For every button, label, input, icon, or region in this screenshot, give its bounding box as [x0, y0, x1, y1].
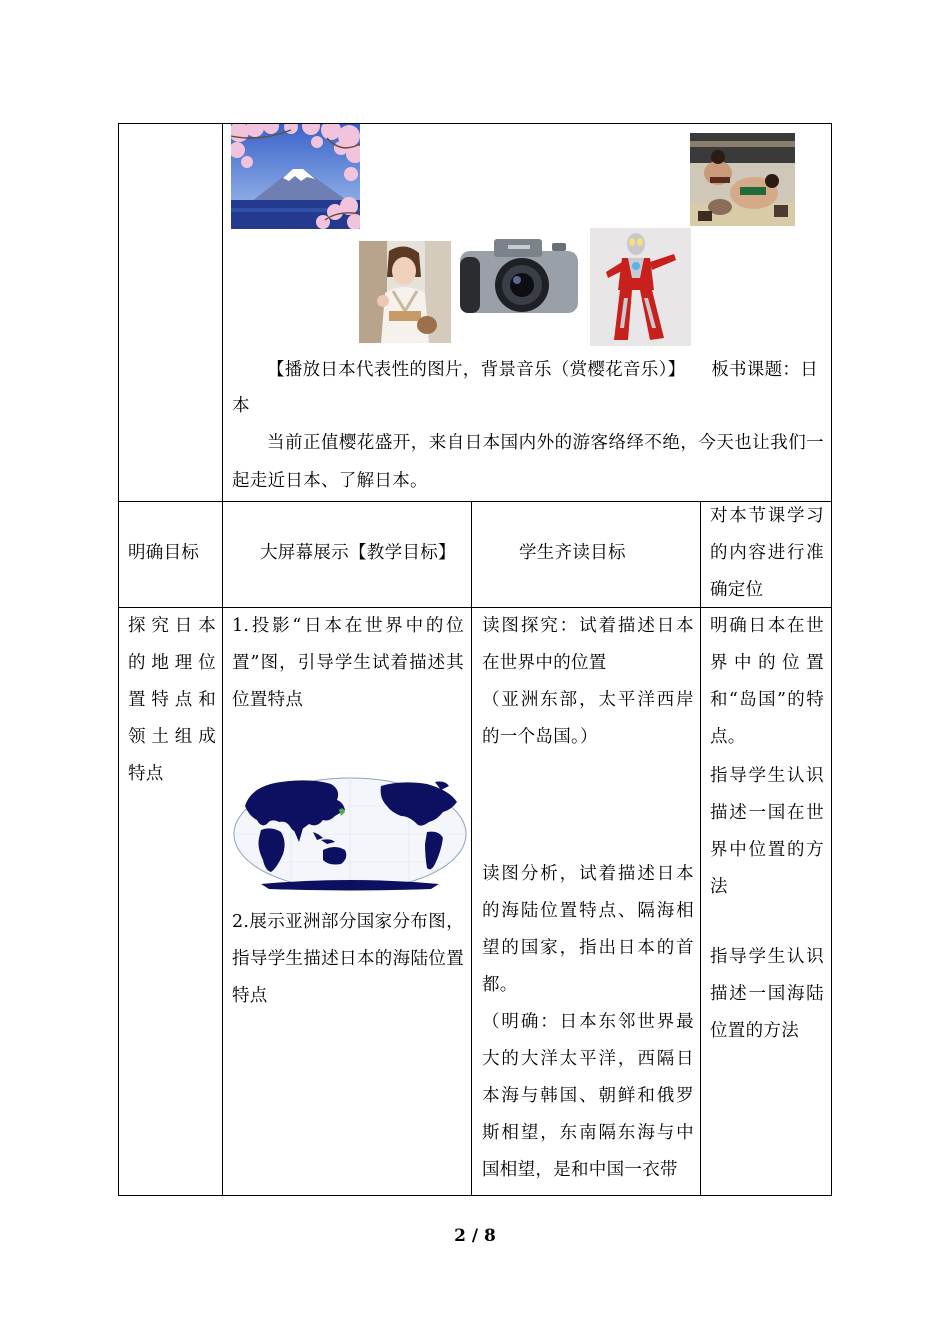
board-title-label: 板书课题：日	[711, 360, 819, 380]
kimono-woman-image	[359, 241, 451, 343]
explore-col2-step2: 2.展示亚洲部分国家分布图，指导学生描述日本的海陆位置特点	[232, 912, 464, 1006]
board-title-continued: 本	[232, 396, 250, 416]
explore-col3-task1: 读图探究：试着描述日本在世界中的位置	[482, 616, 694, 673]
explore-col3-answer1: （亚洲东部，太平洋西岸的一个岛国。）	[482, 690, 694, 747]
sumo-image	[690, 133, 795, 226]
ultraman-image	[590, 228, 691, 346]
mount-fuji-image	[231, 124, 360, 229]
world-map-image	[231, 776, 469, 893]
camera-image	[454, 233, 582, 321]
column-divider	[700, 501, 701, 1196]
intro-paragraph	[232, 352, 824, 424]
column-divider	[222, 123, 223, 1196]
explore-col3-task2: 读图分析，试着描述日本的海陆位置特点、隔海相望的国家，指出日本的首都。	[482, 864, 694, 995]
page-number: 2 / 8	[454, 1226, 496, 1246]
intro-body: 当前正值樱花盛开，来自日本国内外的游客络绎不绝，今天也让我们一起走近日本、了解日本。	[232, 433, 824, 491]
table-right-border	[831, 123, 832, 1196]
table-top-border	[118, 123, 832, 124]
goal-col2: 大屏幕展示【教学目标】	[260, 543, 456, 563]
explore-col3-answer2: （明确：日本东邻世界最大的大洋太平洋，西隔日本海与韩国、朝鲜和俄罗斯相望，东南隔东海与中国相望，是和中国一衣带	[482, 1012, 694, 1180]
column-divider	[471, 501, 472, 1196]
goal-col4: 对本节课学习的内容进行准确定位	[710, 506, 824, 600]
explore-col4-intent1: 明确日本在世界中的位置和“岛国”的特点。	[710, 616, 824, 747]
bracket-note: 【播放日本代表性的图片，背景音乐（赏樱花音乐）】	[267, 360, 686, 380]
explore-col4-intent2: 指导学生认识描述一国在世界中位置的方法	[710, 766, 824, 897]
intro-text	[232, 424, 824, 500]
table-bottom-border	[118, 1195, 832, 1196]
table-left-border	[118, 123, 119, 1196]
explore-col1: 探究日本的地理位置特点和领土组成特点	[128, 616, 216, 784]
goal-col3: 学生齐读目标	[519, 543, 626, 563]
explore-col4-intent3: 指导学生认识描述一国海陆位置的方法	[710, 947, 824, 1041]
goal-col1: 明确目标	[128, 543, 200, 563]
explore-col2-step1: 1.投影“日本在世界中的位置”图，引导学生试着描述其位置特点	[232, 616, 464, 710]
